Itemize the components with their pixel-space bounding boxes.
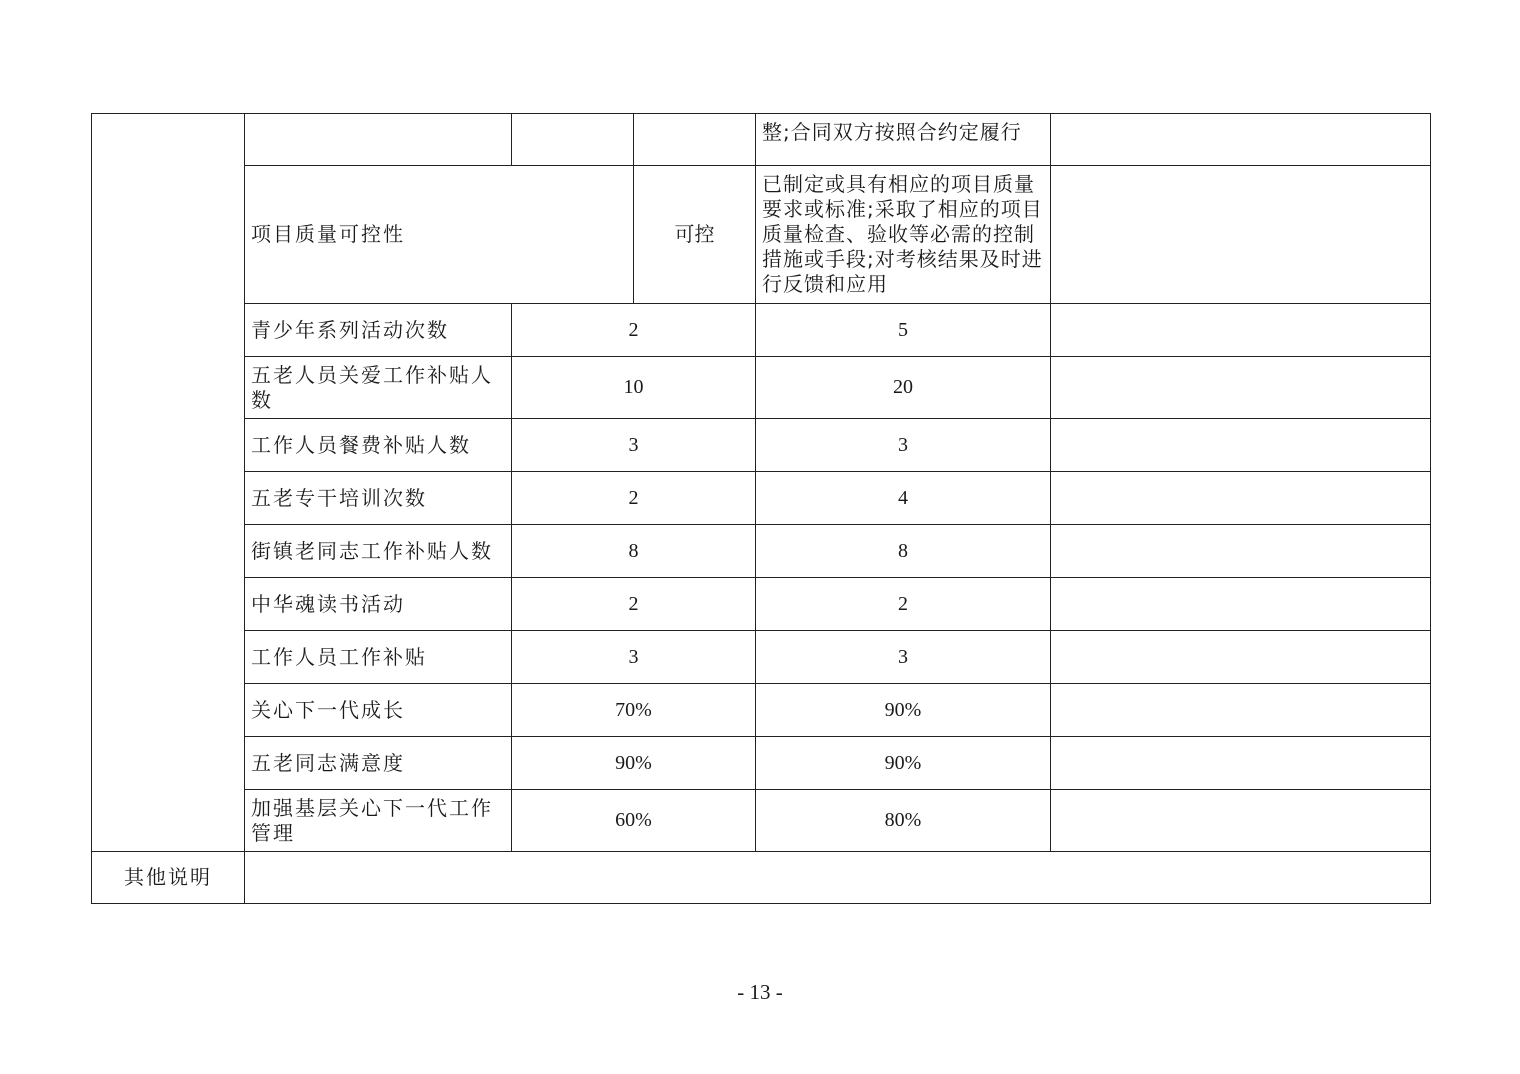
target-cell: 70% <box>512 684 756 737</box>
target-cell: 8 <box>512 525 756 578</box>
target-cell: 90% <box>512 737 756 790</box>
remarks-cell <box>1051 114 1431 166</box>
actual-cell: 3 <box>756 419 1051 472</box>
indicator-name: 工作人员工作补贴 <box>251 644 427 669</box>
indicator-name: 工作人员餐费补贴人数 <box>251 432 471 457</box>
indicator-name: 青少年系列活动次数 <box>251 317 449 342</box>
table-row-other-notes <box>92 852 1431 904</box>
actual-cell: 80% <box>756 790 1051 852</box>
indicator-name: 五老专干培训次数 <box>251 485 427 510</box>
actual-cell: 20 <box>756 357 1051 419</box>
table-row <box>92 790 1431 852</box>
table-row <box>92 525 1431 578</box>
table-row-continued <box>92 114 1431 166</box>
remarks-cell <box>1051 357 1431 419</box>
remarks-cell <box>1051 737 1431 790</box>
remarks-cell <box>1051 419 1431 472</box>
indicator-name-cell <box>245 631 512 684</box>
indicator-name: 五老同志满意度 <box>251 750 405 775</box>
target-cell: 2 <box>512 304 756 357</box>
indicator-name: 中华魂读书活动 <box>251 591 405 616</box>
indicator-name-cell <box>245 304 512 357</box>
remarks-cell <box>1051 525 1431 578</box>
indicator-name-cell <box>245 472 512 525</box>
table-row <box>92 737 1431 790</box>
indicator-name-cell <box>245 737 512 790</box>
actual-cell: 可控 <box>634 166 756 304</box>
target-cell <box>512 114 634 166</box>
indicator-name-cell <box>245 578 512 631</box>
remarks-cell <box>1051 472 1431 525</box>
remarks-cell <box>1051 166 1431 304</box>
table-row <box>92 472 1431 525</box>
table-row <box>92 357 1431 419</box>
table-row <box>92 419 1431 472</box>
indicator-name: 加强基层关心下一代工作管理 <box>251 795 493 845</box>
standard-cell: 整;合同双方按照合约定履行 <box>756 114 1051 166</box>
table-row <box>92 578 1431 631</box>
table-row <box>92 631 1431 684</box>
actual-cell: 3 <box>756 631 1051 684</box>
indicator-name-cell <box>245 419 512 472</box>
target-cell: 10 <box>512 357 756 419</box>
other-notes-value <box>245 852 1431 904</box>
indicator-name-cell <box>245 114 512 166</box>
performance-table <box>91 113 1431 904</box>
remarks-cell <box>1051 631 1431 684</box>
remarks-cell <box>1051 684 1431 737</box>
indicator-name: 项目质量可控性 <box>251 222 405 246</box>
target-cell: 3 <box>512 631 756 684</box>
actual-cell: 4 <box>756 472 1051 525</box>
target-cell: 2 <box>512 472 756 525</box>
actual-cell: 5 <box>756 304 1051 357</box>
actual-cell: 8 <box>756 525 1051 578</box>
target-cell: 60% <box>512 790 756 852</box>
actual-cell <box>634 114 756 166</box>
indicator-name: 关心下一代成长 <box>251 697 405 722</box>
indicator-name-cell <box>245 525 512 578</box>
target-cell: 3 <box>512 419 756 472</box>
indicator-name-cell <box>245 357 512 419</box>
actual-cell: 90% <box>756 737 1051 790</box>
indicator-name-cell <box>245 790 512 852</box>
table-row <box>92 684 1431 737</box>
indicator-name: 五老人员关爱工作补贴人数 <box>251 362 493 412</box>
table-row <box>92 304 1431 357</box>
remarks-cell <box>1051 578 1431 631</box>
indicator-name: 街镇老同志工作补贴人数 <box>251 538 493 563</box>
remarks-cell <box>1051 304 1431 357</box>
remarks-cell <box>1051 790 1431 852</box>
actual-cell: 90% <box>756 684 1051 737</box>
standard-cell: 已制定或具有相应的项目质量要求或标准;采取了相应的项目质量检查、验收等必需的控制措施或手段;对考核结果及时进行反馈和应用 <box>756 166 1051 304</box>
actual-cell: 2 <box>756 578 1051 631</box>
indicator-name-cell <box>245 166 634 304</box>
page-number: - 13 - <box>737 980 783 1004</box>
category-cell <box>92 114 245 852</box>
table-row-quality <box>92 166 1431 304</box>
indicator-name-cell <box>245 684 512 737</box>
target-cell: 2 <box>512 578 756 631</box>
other-notes-label: 其他说明 <box>92 852 245 904</box>
